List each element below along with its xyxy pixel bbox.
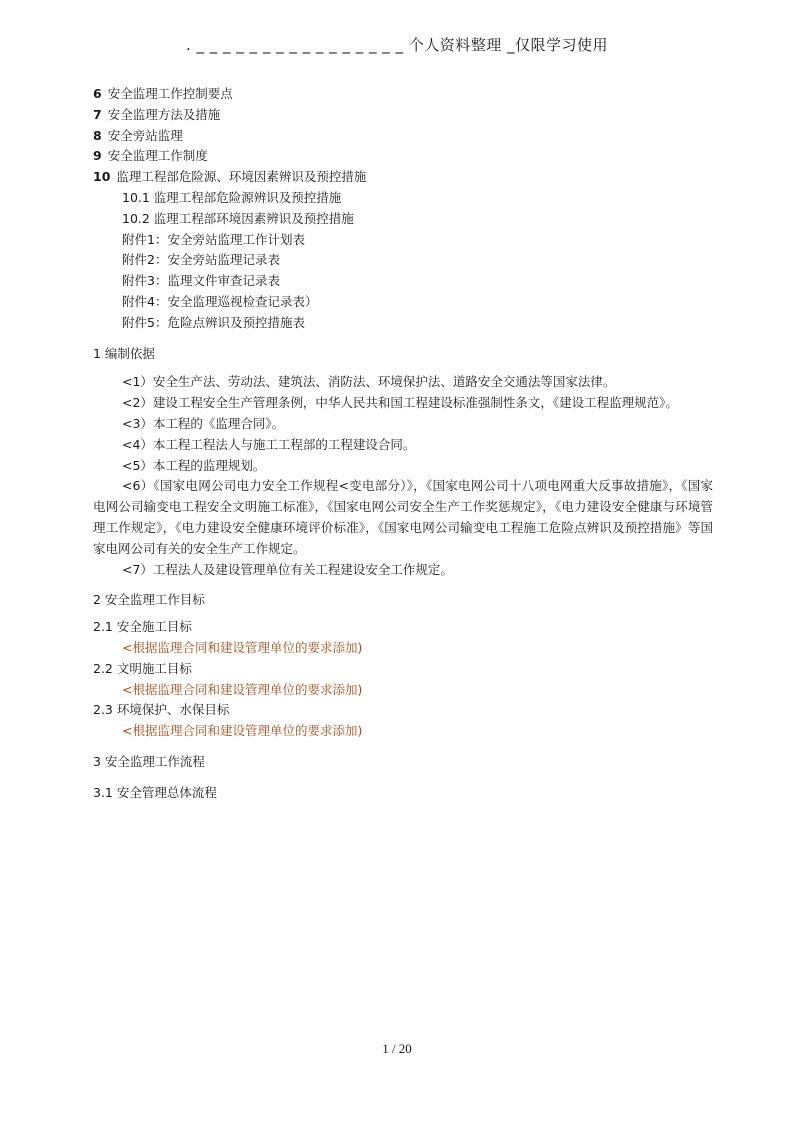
toc-item: 9 安全监理工作制度 <box>93 148 208 164</box>
toc-subitem: 附件4：安全监理巡视检查记录表） <box>122 293 318 309</box>
subsection-title: 2.1 安全施工目标 <box>93 619 192 635</box>
section-goals <box>93 590 713 742</box>
section-title: 2 安全监理工作目标 <box>93 592 205 608</box>
table-of-contents <box>93 84 713 334</box>
section-process <box>93 752 713 804</box>
subsection-title: 2.3 环境保护、水保目标 <box>93 702 230 718</box>
section-basis <box>93 344 713 581</box>
toc-item: 10 监理工程部危险源、环境因素辨识及预控措施 <box>93 169 367 185</box>
placeholder-note: <根据监理合同和建设管理单位的要求添加) <box>122 639 363 655</box>
section-title: 3 安全监理工作流程 <box>93 753 205 769</box>
section-title: 1 编制依据 <box>93 345 155 361</box>
subsection-title: 3.1 安全管理总体流程 <box>93 784 217 800</box>
placeholder-note: <根据监理合同和建设管理单位的要求添加) <box>122 681 363 697</box>
page-number: 1 / 20 <box>382 1041 412 1056</box>
toc-subitem: 附件2：安全旁站监理记录表 <box>122 252 280 268</box>
toc-item: 7 安全监理方法及措施 <box>93 106 221 122</box>
basis-item: <2）建设工程安全生产管理条例，中华人民共和国工程建设标准强制性条文，《建设工程监理规范》。 <box>122 395 678 411</box>
toc-item: 6 安全监理工作控制要点 <box>93 86 233 101</box>
basis-item: <5）本工程的监理规划。 <box>122 457 266 473</box>
toc-subitem: 10.1 监理工程部危险源辨识及预控措施 <box>122 189 342 205</box>
toc-subitem: 附件1：安全旁站监理工作计划表 <box>122 231 305 247</box>
subsection-title: 2.2 文明施工目标 <box>93 660 192 676</box>
page-header: . _ _ _ _ _ _ _ _ _ _ _ _ _ _ _ _ 个人资料整理 _仅限学习使用 <box>185 36 609 54</box>
toc-subitem: 附件3：监理文件审查记录表 <box>122 273 280 289</box>
toc-subitem: 附件5：危险点辨识及预控措施表 <box>122 314 305 330</box>
toc-subitem: 10.2 监理工程部环境因素辨识及预控措施 <box>122 210 354 226</box>
basis-item: <7）工程法人及建设管理单位有关工程建设安全工作规定。 <box>122 561 453 577</box>
document-body <box>93 84 713 804</box>
placeholder-note: <根据监理合同和建设管理单位的要求添加) <box>122 723 363 739</box>
toc-item: 8 安全旁站监理 <box>93 127 183 143</box>
basis-item: <3）本工程的《监理合同》。 <box>122 415 285 431</box>
basis-item: <4）本工程工程法人与施工工程部的工程建设合同。 <box>122 436 416 452</box>
basis-item: <6）《国家电网公司电力安全工作规程<变电部分）》，《国家电网公司十八项电网重大反事故措施》，《国家电网公司输变电工程安全文明施工标准》，《国家电网公司安全生产工作奖惩规定》，《电力建设安全健康与环境管理工作规定》，《电力建设安全健康环境评价标准》，《国家电网公司输变电工程施工危险点辨识及预控措施》等国家电网公司有关的安全生产工作规定。 <box>93 478 713 556</box>
basis-item: <1）安全生产法、劳动法、建筑法、消防法、环境保护法、道路安全交通法等国家法律。 <box>122 374 616 390</box>
